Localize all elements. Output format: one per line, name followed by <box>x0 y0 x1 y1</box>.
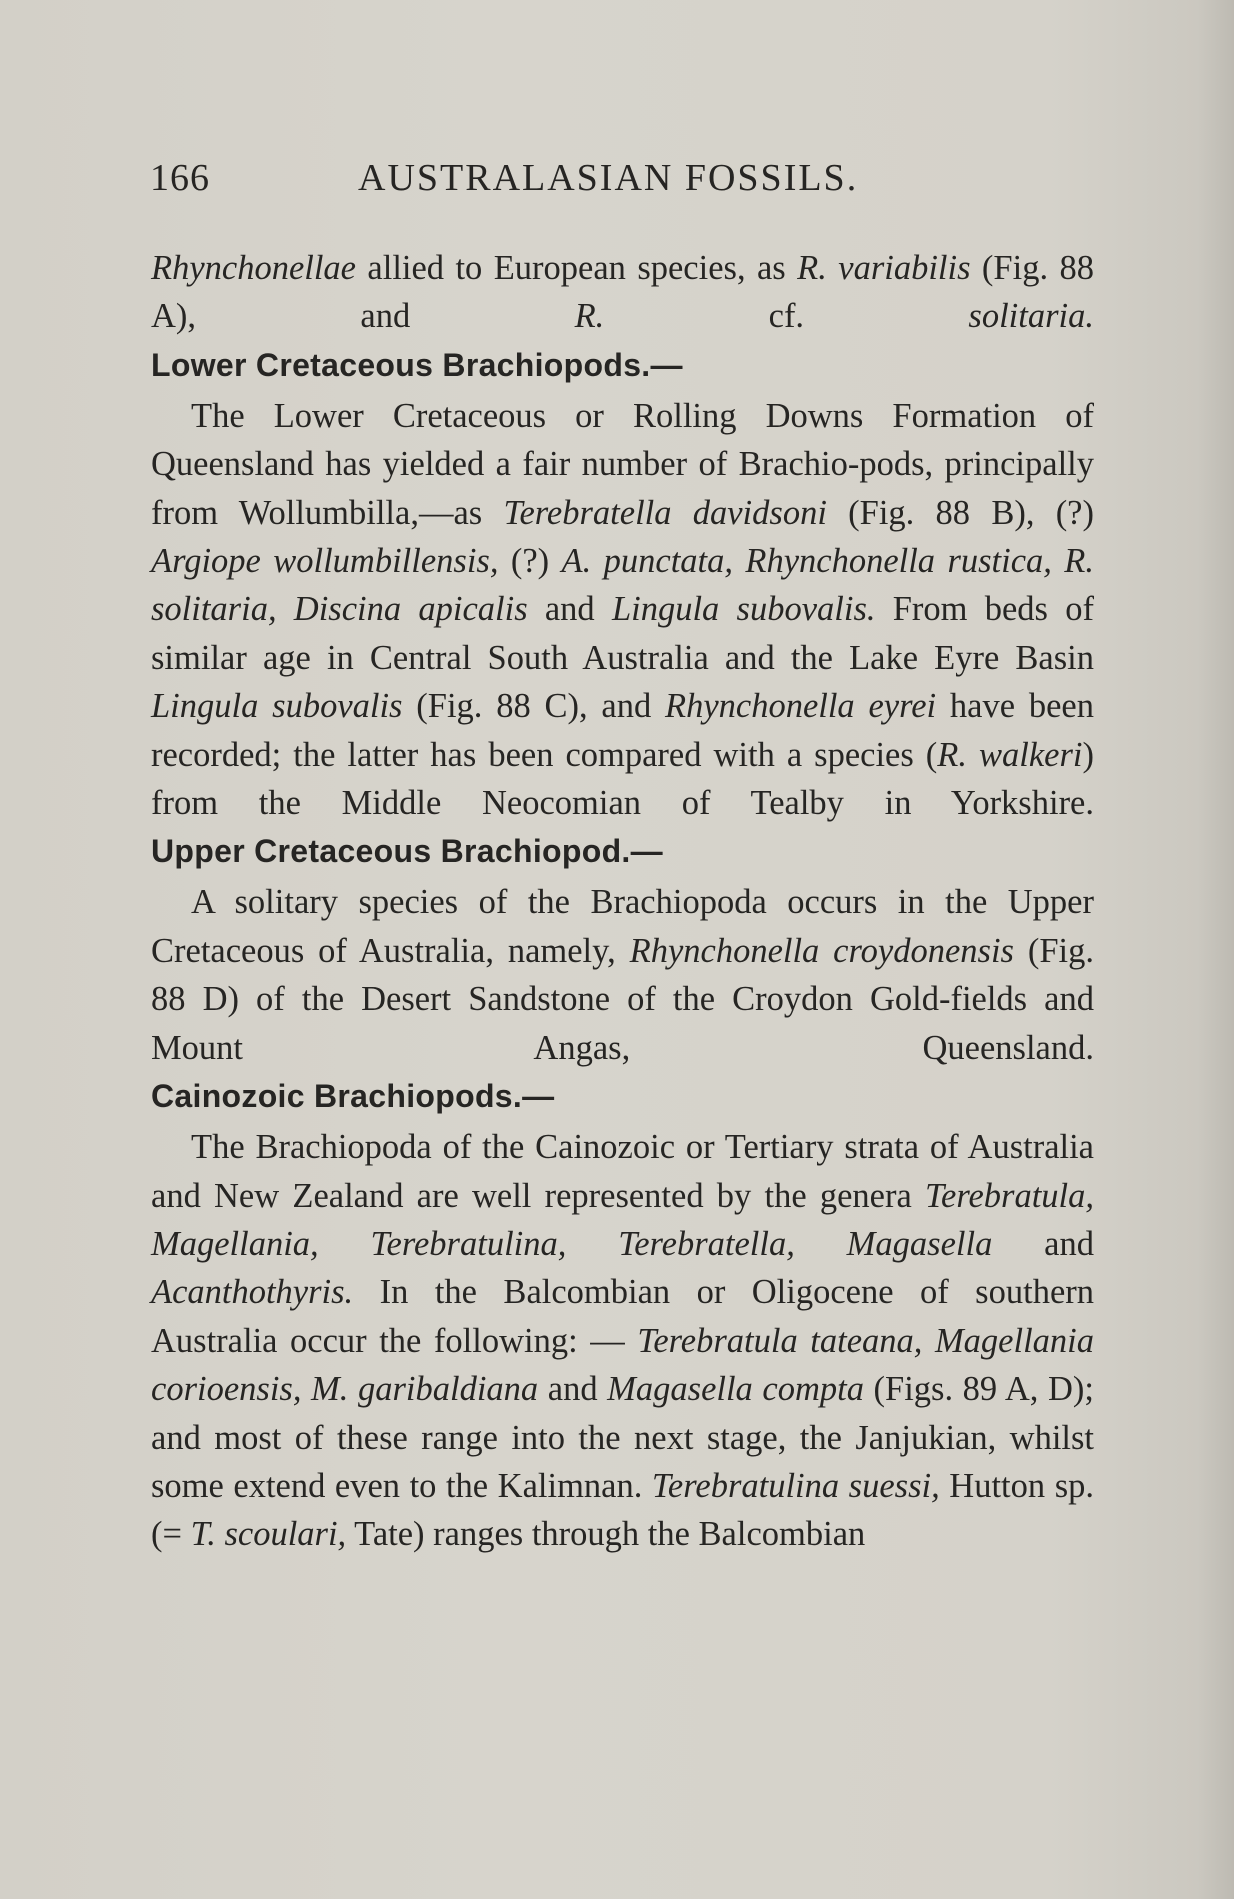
text-run: Hutton sp. (= <box>151 1466 1094 1554</box>
taxon-name: Magasella compta <box>607 1370 864 1409</box>
taxon-name: R. <box>574 297 605 336</box>
section-heading-upper-cretaceous: Upper Cretaceous Brachiopod.— <box>151 833 663 870</box>
taxon-name: R. walkeri <box>937 735 1083 774</box>
taxon-name: Acanthothyris. <box>151 1273 354 1312</box>
text-run: In the Balcombian or Oligocene of southern Australia occur the following: — <box>151 1273 1094 1360</box>
taxon-name: solitaria. <box>968 297 1094 336</box>
taxon-name: R. variabilis <box>797 249 971 287</box>
page-number: 166 <box>150 157 210 199</box>
text-run: From beds of similar age in Central South Australia and the Lake Eyre Basin <box>151 590 1094 677</box>
running-title: AUSTRALASIAN FOSSILS. <box>358 157 859 199</box>
text-run: (?) <box>498 542 562 581</box>
text-run: (Figs. 89 A, D); and most of these range into the next stage, the Janjukian, whilst some extend even to the Kalimnan. <box>151 1370 1094 1505</box>
taxon-name: A. punctata, Rhynchonella rustica, R. solitaria, Discina apicalis <box>151 542 1094 629</box>
taxon-name: Terebratulina suessi, <box>651 1466 940 1505</box>
taxon-name: Terebratella davidsoni <box>503 493 827 532</box>
text-run: and <box>992 1224 1094 1263</box>
page-header <box>150 156 1100 206</box>
text-run: and <box>527 590 612 629</box>
text-run: (Fig. 88 D) of the Desert Sandstone of the Croydon Gold-fields and Mount Angas, Queensland. <box>151 931 1094 1067</box>
taxon-name: Lingula subovalis. <box>611 590 876 629</box>
taxon-name: Rhynchonella croydonensis <box>629 931 1014 970</box>
text-run: The Lower Cretaceous or Rolling Downs Formation of Queensland has yielded a fair number of Brachio-pods, principally from Wollumbilla,—as <box>151 396 1094 532</box>
taxon-name: Lingula subovalis <box>151 687 403 726</box>
text-run: (Fig. 88 A), and <box>151 249 1094 336</box>
section-heading-cainozoic: Cainozoic Brachiopods.— <box>151 1078 555 1115</box>
text-run: A solitary species of the Brachiopoda occurs in the Upper Cretaceous of Australia, namely, <box>151 883 1094 970</box>
text-run: (Fig. 88 C), and <box>402 687 665 726</box>
taxon-name: Rhynchonella eyrei <box>665 687 937 726</box>
text-run: Tate) ranges through the Balcombian <box>346 1515 866 1554</box>
taxon-name: Terebratula, Magellania, Terebratulina, Terebratella, Magasella <box>151 1176 1094 1263</box>
text-run: and <box>538 1370 608 1409</box>
text-run: The Brachiopoda of the Cainozoic or Tertiary strata of Australia and New Zealand are well represented by the genera <box>151 1128 1094 1215</box>
text-run: allied to European species, as <box>356 249 798 287</box>
taxon-name: Argiope wollumbillensis, <box>151 542 499 581</box>
taxon-name: T. scoulari, <box>190 1515 347 1554</box>
body-text <box>151 244 1094 1559</box>
taxon-name: Rhynchonellae <box>151 249 356 287</box>
intro-paragraph <box>151 244 1094 341</box>
cainozoic-paragraph <box>151 1123 1094 1559</box>
text-run: cf. <box>604 297 969 336</box>
taxon-name: Terebratula tateana, Magellania corioensis, M. garibaldiana <box>151 1321 1094 1409</box>
text-run: have been recorded; the latter has been compared with a species ( <box>151 687 1094 774</box>
text-run: ) from the Middle Neocomian of Tealby in Yorkshire. <box>151 735 1094 823</box>
section-heading-lower-cretaceous: Lower Cretaceous Brachiopods.— <box>151 346 683 383</box>
text-run: (Fig. 88 B), (?) <box>826 493 1094 532</box>
lower-cretaceous-paragraph <box>151 392 1094 828</box>
upper-cretaceous-paragraph <box>151 878 1094 1072</box>
